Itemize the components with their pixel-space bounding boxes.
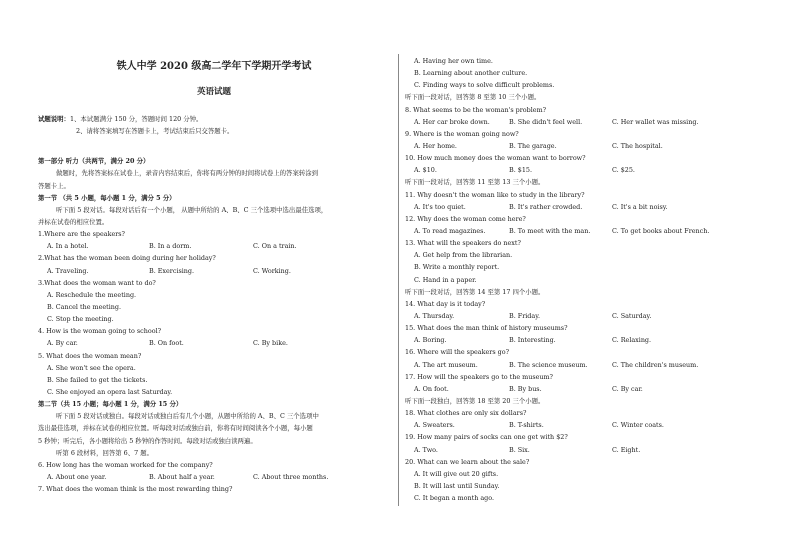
question-4-stem: 4. How is the woman going to school? <box>38 327 162 336</box>
option-c: C. It began a month ago. <box>414 494 495 503</box>
option-c: C. By car. <box>612 384 643 393</box>
question-11-stem: 11. Why doesn't the woman like to study in the library? <box>405 190 585 199</box>
option-a: A. Her car broke down. <box>414 117 490 126</box>
question-6-stem: 6. How long has the woman worked for the company? <box>38 460 213 469</box>
option-b: B. She failed to get the tickets. <box>47 375 148 384</box>
question-10-options <box>405 164 783 176</box>
option-b: B. By bus. <box>509 384 542 393</box>
option-c: C. Saturday. <box>612 311 652 320</box>
notes-label: 试题说明： <box>38 115 70 123</box>
question-15-options <box>405 334 783 346</box>
exam-notes <box>38 113 390 125</box>
question-19-stem: 19. How many pairs of socks can one get with $2? <box>405 433 568 442</box>
section2-intro-cont-2: 5 秒钟；听完后，各小题将给出 5 秒钟的作答时间。每段对话或独白读两遍。 <box>38 436 257 445</box>
question-1-stem: 1.Where are the speakers? <box>38 230 125 239</box>
option-a: A. About one year. <box>47 472 107 481</box>
option-c: C. Stop the meeting. <box>47 315 114 324</box>
question-1-options <box>38 240 390 252</box>
right-column <box>405 55 783 504</box>
section2-heading: 第二节（共 15 小题；每小题 1 分，满分 15 分） <box>38 400 183 409</box>
option-b: B. About half a year. <box>149 472 215 481</box>
question-17-options <box>405 383 783 395</box>
option-c: C. It's a bit noisy. <box>612 202 668 211</box>
option-b: B. Friday. <box>509 311 540 320</box>
question-15-stem: 15. What does the man think of history museums? <box>405 324 568 333</box>
option-b: B. In a dorm. <box>149 242 192 251</box>
question-18-options <box>405 419 783 431</box>
option-b: B. T-shirts. <box>509 421 544 430</box>
option-a: A. Sweaters. <box>414 421 455 430</box>
dialogue-7-instruction: 听下面一段对话，回答第 8 至第 10 三个小题。 <box>405 93 541 102</box>
option-b: B. Cancel the meeting. <box>47 302 121 311</box>
question-3-stem: 3.What does the woman want to do? <box>38 278 156 287</box>
option-b: B. It's rather crowded. <box>509 202 583 211</box>
option-a: A. Reschedule the meeting. <box>47 290 137 299</box>
option-b: B. $15. <box>509 166 532 175</box>
option-c: C. $25. <box>612 166 635 175</box>
option-c: C. Working. <box>253 266 291 275</box>
section1-heading: 第一节 （共 5 小题，每小题 1 分，满分 5 分） <box>38 193 176 202</box>
option-a: A. Boring. <box>414 336 447 345</box>
question-19-options <box>405 444 783 456</box>
question-16-stem: 16. Where will the speakers go? <box>405 348 510 357</box>
question-8-options <box>405 116 783 128</box>
option-c: C. Hand in a paper. <box>414 275 477 284</box>
notes-line-1: 1、本试题满分 150 分，答题时间 120 分钟。 <box>69 115 203 123</box>
option-a: A. Her home. <box>414 141 457 150</box>
question-14-options <box>405 310 783 322</box>
question-18-stem: 18. What clothes are only six dollars? <box>405 409 527 418</box>
option-a: A. Two. <box>414 445 438 454</box>
question-7-stem: 7. What does the woman think is the most rewarding thing? <box>38 485 233 494</box>
option-b: B. To meet with the man. <box>509 226 591 235</box>
question-5-stem: 5. What does the woman mean? <box>38 351 142 360</box>
option-b: B. Exercising. <box>149 266 195 275</box>
question-16-options <box>405 359 783 371</box>
option-c: C. Finding ways to solve difficult problems. <box>414 81 555 90</box>
option-c: C. About three months. <box>253 472 329 481</box>
question-13-stem: 13. What will the speakers do next? <box>405 239 521 248</box>
option-b: B. The science museum. <box>509 360 588 369</box>
monologue-10-instruction: 听下面一段独白，回答第 18 至第 20 三个小题。 <box>405 396 545 405</box>
option-c: C. The hospital. <box>612 141 663 150</box>
section1-intro: 听下面 5 段对话。每段对话后有一个小题， 从题中所给的 A、B、C 三个选项中选出最佳选项， <box>56 205 328 214</box>
option-c: C. On a train. <box>253 242 297 251</box>
question-4-options <box>38 337 390 349</box>
section2-intro: 听下面 5 段对话或独白。每段对话或独白后有几个小题，从题中所给的 A、B、C 三个选项中 <box>56 412 319 421</box>
part1-intro: 做题时，先将答案标在试卷上，录音内容结束后，你将有两分钟的时间将试卷上的答案转涂到 <box>56 169 319 178</box>
option-c: C. She enjoyed an opera last Saturday. <box>47 387 173 396</box>
question-2-stem: 2.What has the woman been doing during her holiday? <box>38 254 216 263</box>
question-9-options <box>405 140 783 152</box>
question-2-options <box>38 265 390 277</box>
option-c: C. To get books about French. <box>612 226 710 235</box>
option-a: A. It's too quiet. <box>414 202 466 211</box>
section2-intro-cont: 选出最佳选项，并标在试卷的相应位置。听每段对话或独白前，你将有时间阅读各个小题，每小题 <box>38 424 313 433</box>
exam-title: 铁人中学 2020 级高二学年下学期开学考试 <box>116 61 312 72</box>
question-8-stem: 8. What seems to be the woman's problem? <box>405 105 547 114</box>
option-a: A. Having her own time. <box>414 57 493 65</box>
section1-intro-cont: 并标在试卷的相应位置。 <box>38 217 109 226</box>
exam-subtitle: 英语试题 <box>196 87 231 97</box>
question-17-stem: 17. How will the speakers go to the museum? <box>405 372 553 381</box>
option-a: A. On foot. <box>414 384 449 393</box>
option-c: C. Her wallet was missing. <box>612 117 699 126</box>
option-c: C. By bike. <box>253 339 288 348</box>
option-c: C. Winter coats. <box>612 421 664 430</box>
option-b: B. She didn't feel well. <box>509 117 583 126</box>
option-c: C. Eight. <box>612 445 641 454</box>
question-11-options <box>405 201 783 213</box>
dialogue-8-instruction: 听下面一段对话，回答第 11 至第 13 三个小题。 <box>405 178 545 187</box>
question-6-options <box>38 471 390 483</box>
question-12-options <box>405 225 783 237</box>
question-20-stem: 20. What can we learn about the sale? <box>405 457 530 466</box>
option-a: A. Get help from the librarian. <box>414 251 513 260</box>
question-9-stem: 9. Where is the woman going now? <box>405 129 519 138</box>
question-12-stem: 12. Why does the woman come here? <box>405 214 526 223</box>
option-a: A. By car. <box>47 339 78 348</box>
option-a: A. To read magazines. <box>414 226 486 235</box>
dialogue-6-instruction: 听第 6 段材料，回答第 6、7 题。 <box>56 448 154 457</box>
option-b: B. Write a monthly report. <box>414 263 500 272</box>
option-b: B. Learning about another culture. <box>414 69 528 78</box>
option-a: A. The art museum. <box>414 360 478 369</box>
question-10-stem: 10. How much money does the woman want to borrow? <box>405 154 586 163</box>
option-b: B. It will last until Sunday. <box>414 481 500 490</box>
question-14-stem: 14. What day is it today? <box>405 299 486 308</box>
option-a: A. Thursday. <box>414 311 455 320</box>
option-b: B. Interesting. <box>509 336 556 345</box>
part1-heading: 第一部分 听力（共两节，满分 20 分） <box>38 157 150 166</box>
left-column <box>38 60 390 495</box>
dialogue-9-instruction: 听下面一段对话，回答第 14 至第 17 四个小题。 <box>405 287 545 296</box>
option-a: A. In a hotel. <box>47 242 89 251</box>
option-c: C. The children's museum. <box>612 360 699 369</box>
option-a: A. $10. <box>414 166 437 175</box>
option-b: B. Six. <box>509 445 530 454</box>
part1-intro-cont: 答题卡上。 <box>38 181 70 190</box>
option-c: C. Relaxing. <box>612 336 652 345</box>
option-a: A. She won't see the opera. <box>47 363 136 372</box>
option-b: B. The garage. <box>509 141 557 150</box>
column-divider <box>398 54 399 506</box>
notes-line-2: 2、请将答案填写在答题卡上，考试结束后只交答题卡。 <box>76 127 234 136</box>
option-b: B. On foot. <box>149 339 184 348</box>
option-a: A. Traveling. <box>47 266 89 275</box>
option-a: A. It will give out 20 gifts. <box>414 469 499 478</box>
